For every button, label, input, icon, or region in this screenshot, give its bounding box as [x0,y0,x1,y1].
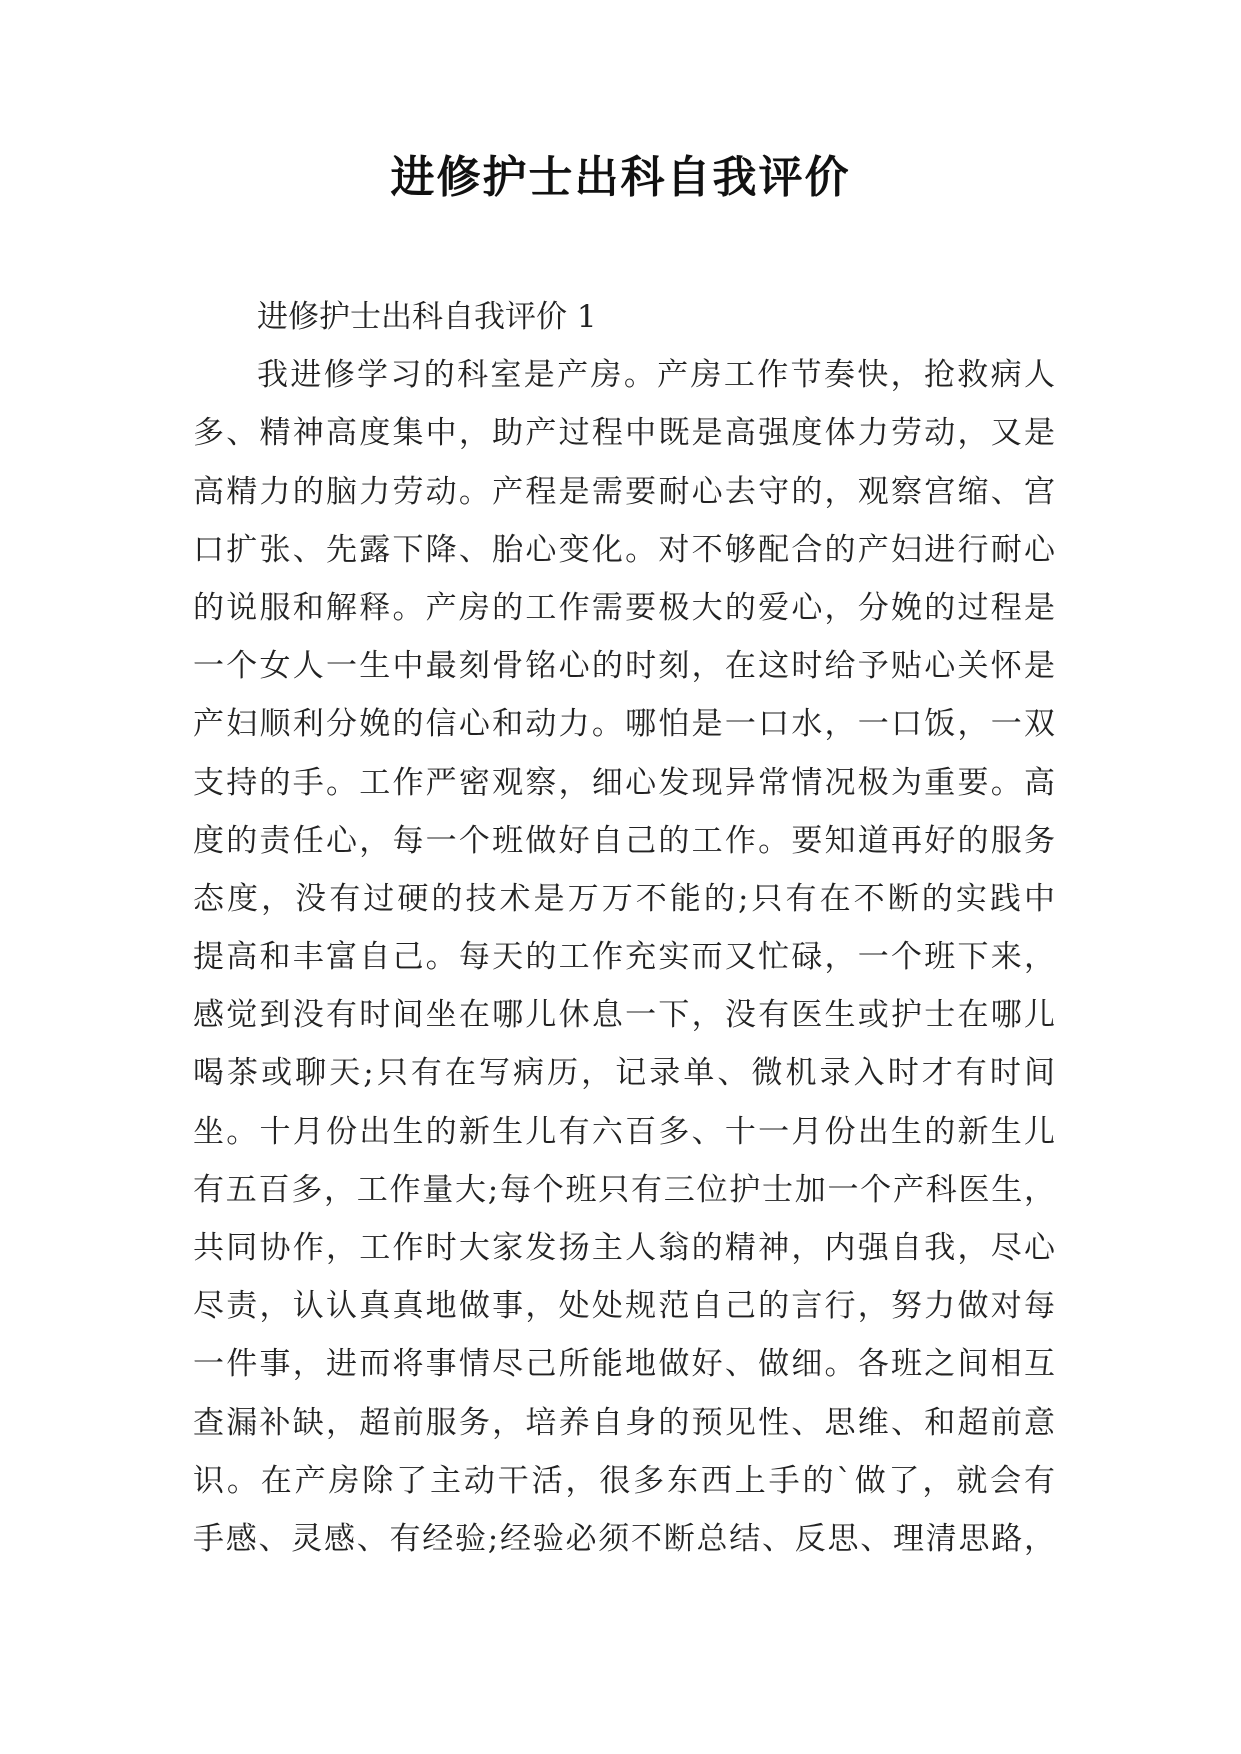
paragraph-line: 支持的手。工作严密观察，细心发现异常情况极为重要。高 [193,764,1055,801]
paragraph-line: 度的责任心，每一个班做好自己的工作。要知道再好的服务 [193,822,1055,859]
section-heading: 进修护士出科自我评价 1 [257,299,597,335]
paragraph-line: 提高和丰富自己。每天的工作充实而又忙碌，一个班下来， [193,939,1055,976]
paragraph-line: 查漏补缺，超前服务，培养自身的预见性、思维、和超前意 [193,1404,1055,1441]
paragraph-line: 口扩张、先露下降、胎心变化。对不够配合的产妇进行耐心 [193,531,1055,568]
paragraph-line: 共同协作，工作时大家发扬主人翁的精神，内强自我，尽心 [193,1230,1055,1266]
paragraph-line: 我进修学习的科室是产房。产房工作节奏快，抢救病人 [257,357,1055,394]
paragraph-line: 有五百多，工作量大;每个班只有三位护士加一个产科医生， [193,1171,1055,1208]
paragraph-line: 多、精神高度集中，助产过程中既是高强度体力劳动，又是 [193,415,1055,452]
paragraph-line: 的说服和解释。产房的工作需要极大的爱心，分娩的过程是 [193,589,1055,626]
document-body [193,288,1055,1568]
paragraph-line: 坐。十月份出生的新生儿有六百多、十一月份出生的新生儿 [193,1113,1055,1150]
paragraph-line: 高精力的脑力劳动。产程是需要耐心去守的，观察宫缩、宫 [193,473,1055,510]
paragraph-line: 产妇顺利分娩的信心和动力。哪怕是一口水，一口饭，一双 [193,706,1055,743]
paragraph-line: 喝茶或聊天;只有在写病历，记录单、微机录入时才有时间 [193,1055,1055,1092]
paragraph-line: 尽责，认认真真地做事，处处规范自己的言行，努力做对每 [193,1288,1055,1325]
paragraph-line: 一件事，进而将事情尽己所能地做好、做细。各班之间相互 [193,1346,1055,1383]
paragraph-line: 态度，没有过硬的技术是万万不能的;只有在不断的实践中 [193,880,1055,917]
paragraph-line: 手感、灵感、有经验;经验必须不断总结、反思、理清思路， [193,1520,1055,1557]
paragraph-line: 一个女人一生中最刻骨铭心的时刻，在这时给予贴心关怀是 [193,648,1055,685]
paragraph-line: 识。在产房除了主动干活，很多东西上手的`做了，就会有 [193,1462,1055,1499]
document-title: 进修护士出科自我评价 [390,152,851,203]
paragraph-line: 感觉到没有时间坐在哪儿休息一下，没有医生或护士在哪儿 [193,997,1055,1034]
